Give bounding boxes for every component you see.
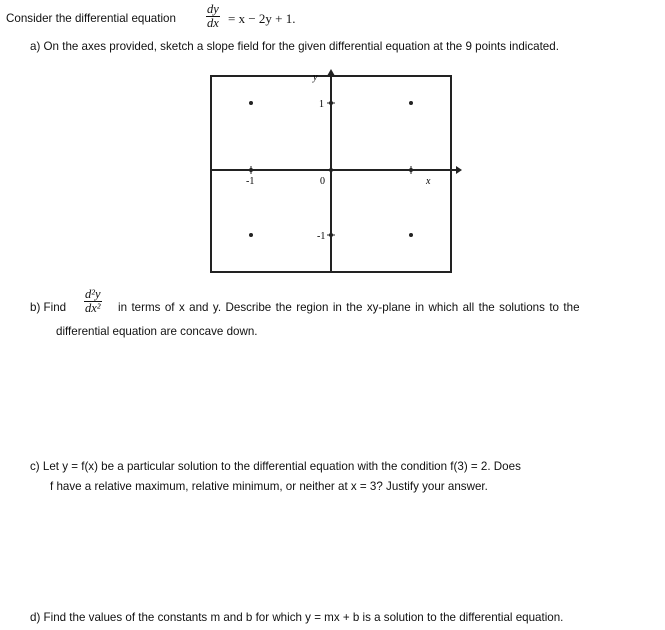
part-b-line1: in terms of x and y. Describe the region in the xy-plane in which all the solutions to the bbox=[118, 301, 580, 314]
intro-lead: Consider the differential equation bbox=[6, 12, 176, 25]
second-derivative-numerator: d²y bbox=[85, 287, 101, 301]
tick-x-neg-label: -1 bbox=[246, 176, 255, 187]
origin-label: 0 bbox=[320, 176, 325, 187]
intro-rhs: = x − 2y + 1. bbox=[228, 11, 296, 26]
part-d-text: d) Find the values of the constants m and b for which y = mx + b is a solution to the differential equation. bbox=[30, 611, 564, 624]
part-b-line2: differential equation are concave down. bbox=[56, 325, 258, 338]
point-0-pos1[interactable] bbox=[329, 101, 333, 105]
point-pos1-pos1[interactable] bbox=[409, 101, 413, 105]
part-b-find: b) Find bbox=[30, 301, 67, 314]
second-derivative-fraction bbox=[84, 288, 102, 315]
part-a-text: a) On the axes provided, sketch a slope field for the given differential equation at the 9 points indicated. bbox=[30, 40, 559, 53]
point-pos1-neg1[interactable] bbox=[409, 233, 413, 237]
part-c-line1: c) Let y = f(x) be a particular solution to the differential equation with the condition f(3) = 2. Does bbox=[30, 460, 521, 473]
dx-denominator: dx bbox=[207, 16, 219, 30]
y-axis-arrow-icon bbox=[327, 69, 335, 76]
tick-y-pos-label: 1 bbox=[319, 99, 324, 110]
dy-dx-fraction bbox=[206, 3, 220, 30]
point-neg1-pos1[interactable] bbox=[249, 101, 253, 105]
point-neg1-0[interactable] bbox=[249, 168, 253, 172]
part-c-line2: f have a relative maximum, relative minimum, or neither at x = 3? Justify your answer. bbox=[50, 480, 488, 493]
y-axis-label: y bbox=[313, 72, 318, 83]
slope-field-graph[interactable] bbox=[200, 68, 462, 276]
x-axis-label: x bbox=[426, 176, 431, 187]
point-pos1-0[interactable] bbox=[409, 168, 413, 172]
tick-y-neg-label: -1 bbox=[317, 231, 326, 242]
point-0-0[interactable] bbox=[329, 168, 333, 172]
second-derivative-denominator: dx² bbox=[85, 301, 101, 315]
x-axis-arrow-icon bbox=[456, 166, 462, 174]
dy-numerator: dy bbox=[207, 2, 219, 16]
point-neg1-neg1[interactable] bbox=[249, 233, 253, 237]
point-0-neg1[interactable] bbox=[329, 233, 333, 237]
